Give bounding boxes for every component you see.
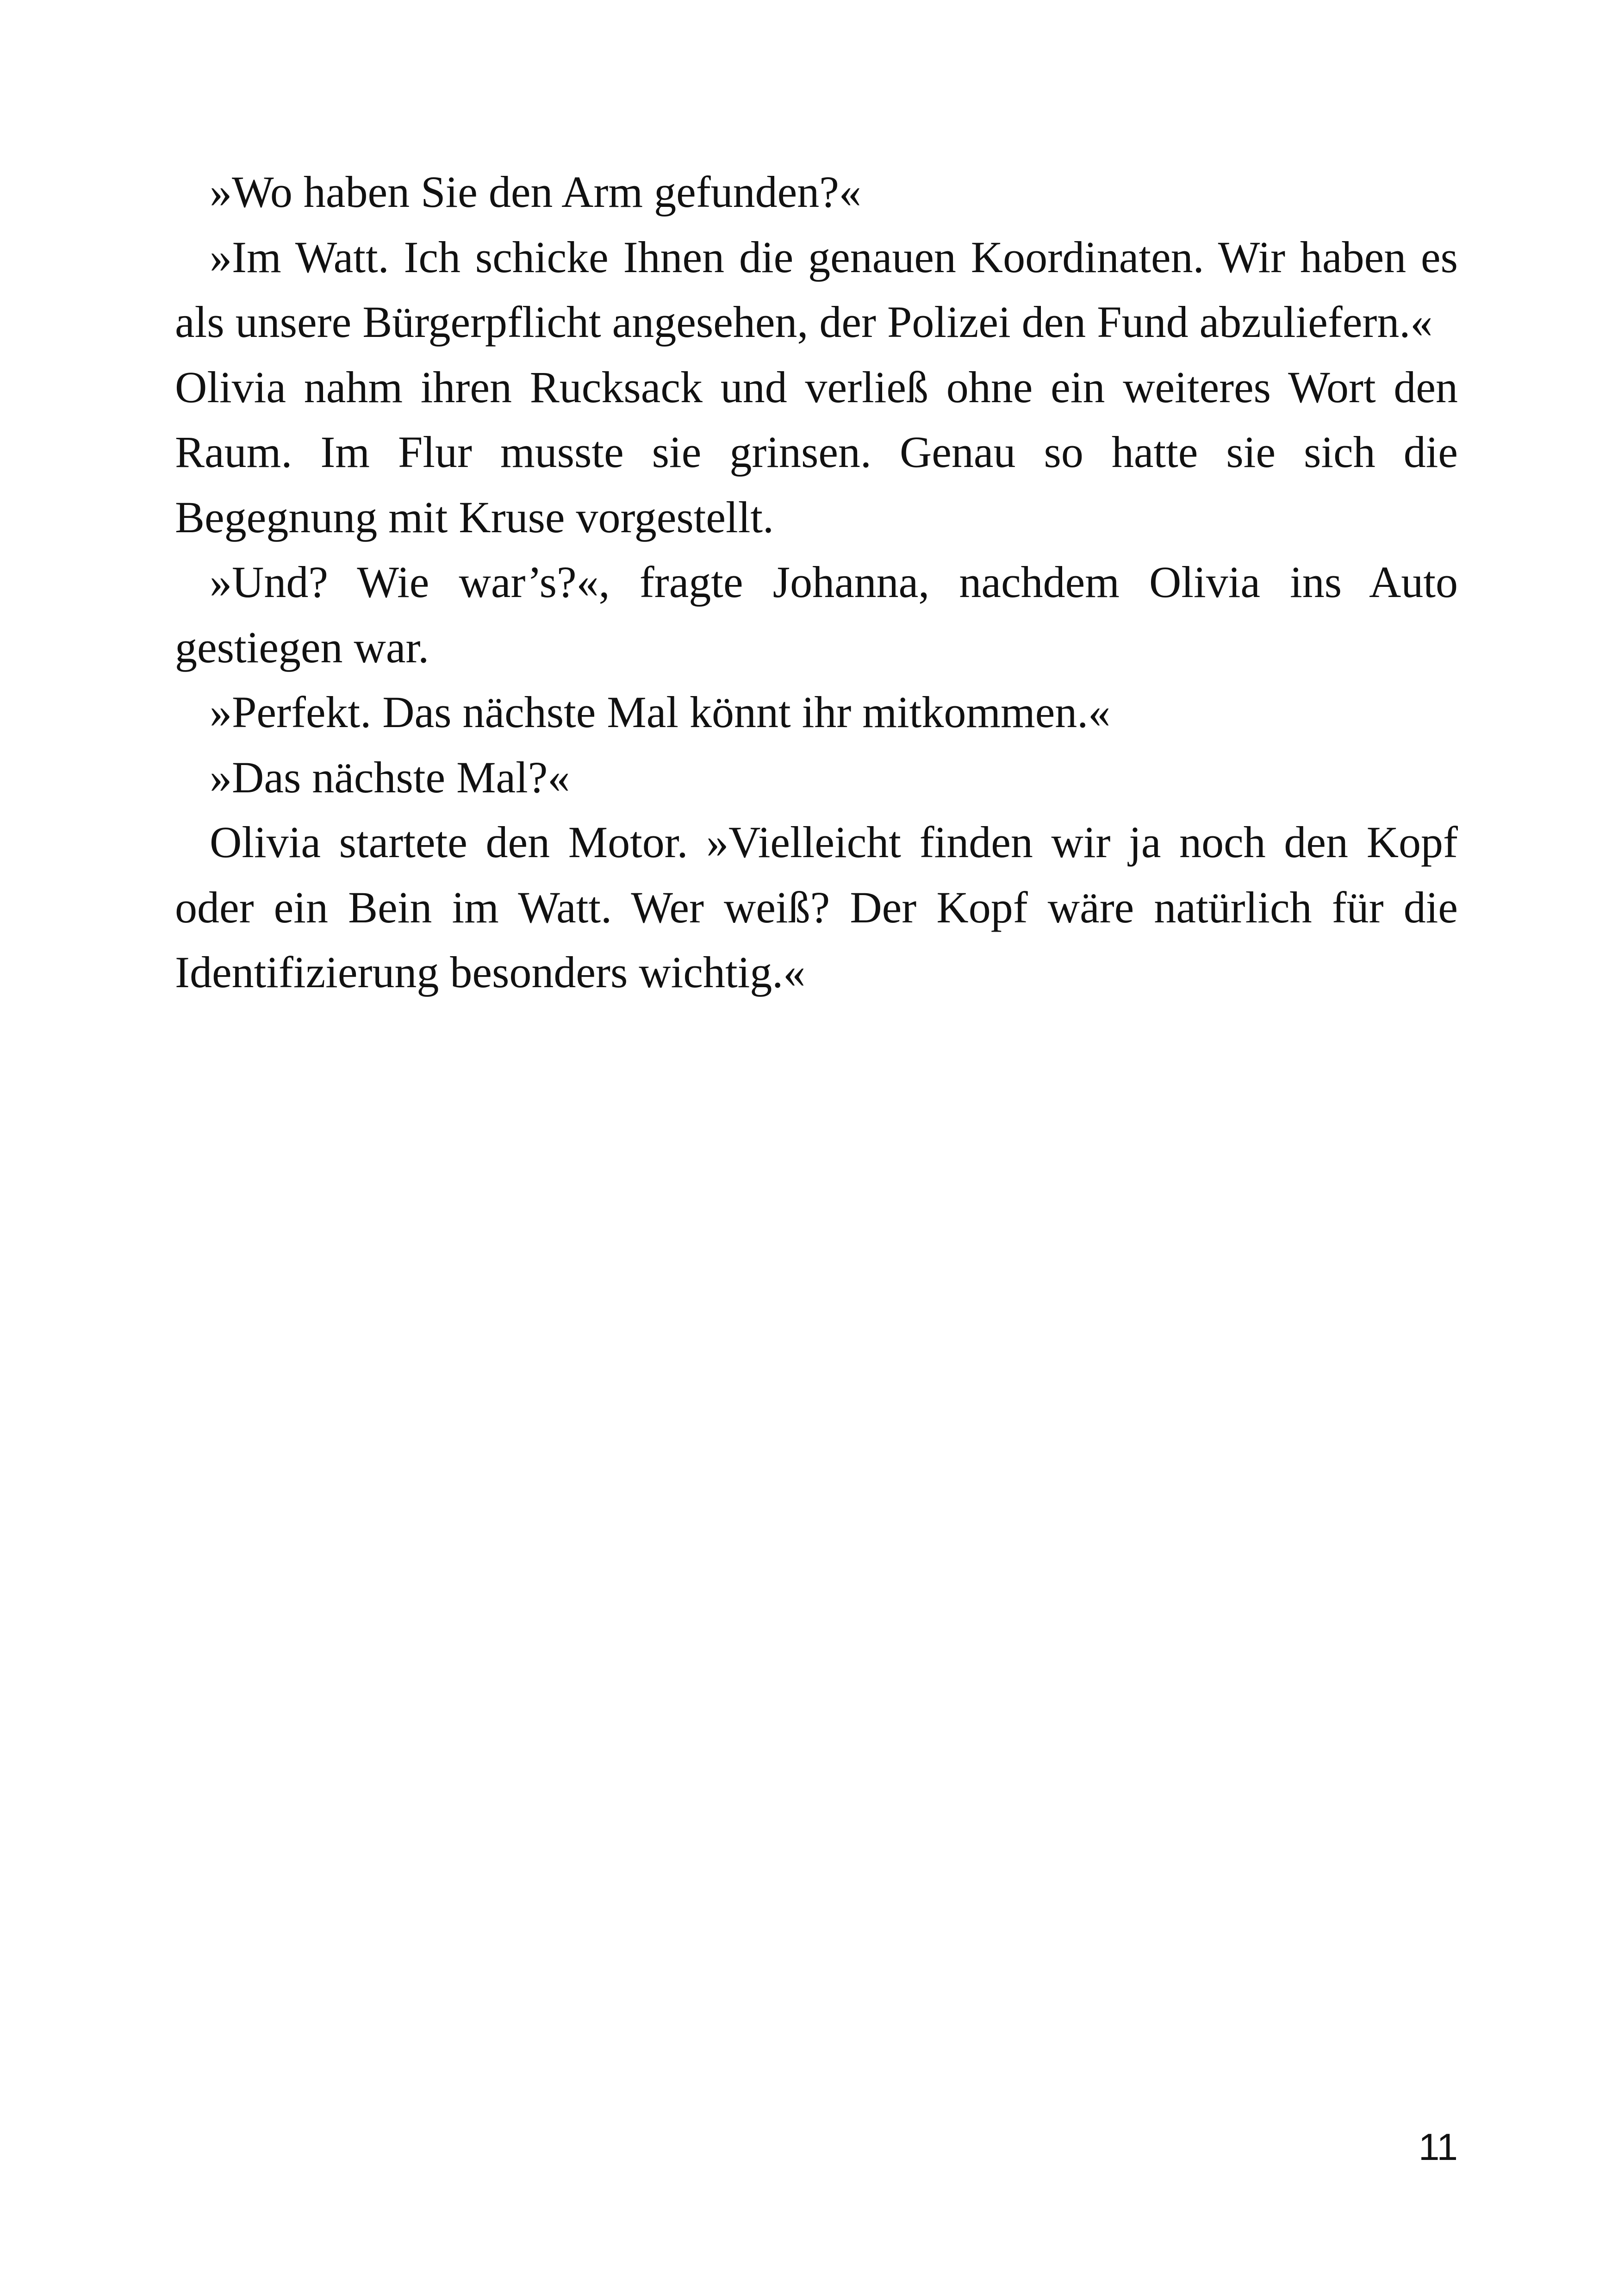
paragraph: »Im Watt. Ich schicke Ihnen die genauen Koordinaten. Wir haben es als unsere Bürgerpflicht angesehen, der Polizei den Fund abzuliefern.« xyxy=(175,232,1458,347)
page-number: 11 xyxy=(1418,2126,1458,2168)
paragraph: »Das nächste Mal?« xyxy=(210,752,570,802)
paragraph: Olivia nahm ihren Rucksack und verließ ohne ein weiteres Wort den Raum. Im Flur musste sie grinsen. Genau so hatte sie sich die Begegnung mit Kruse vorgestellt. xyxy=(175,362,1458,542)
paragraph: »Wo haben Sie den Arm gefunden?« xyxy=(210,167,861,217)
body-text xyxy=(175,160,1458,1005)
paragraph: »Und? Wie war’s?«, fragte Johanna, nachdem Olivia ins Auto gestiegen war. xyxy=(175,557,1458,672)
paragraph: Olivia startete den Motor. »Vielleicht finden wir ja noch den Kopf oder ein Bein im Watt. Wer weiß? Der Kopf wäre natürlich für die Identifizierung besonders wichtig.« xyxy=(175,817,1458,997)
paragraph: »Perfekt. Das nächste Mal könnt ihr mitkommen.« xyxy=(210,687,1111,737)
